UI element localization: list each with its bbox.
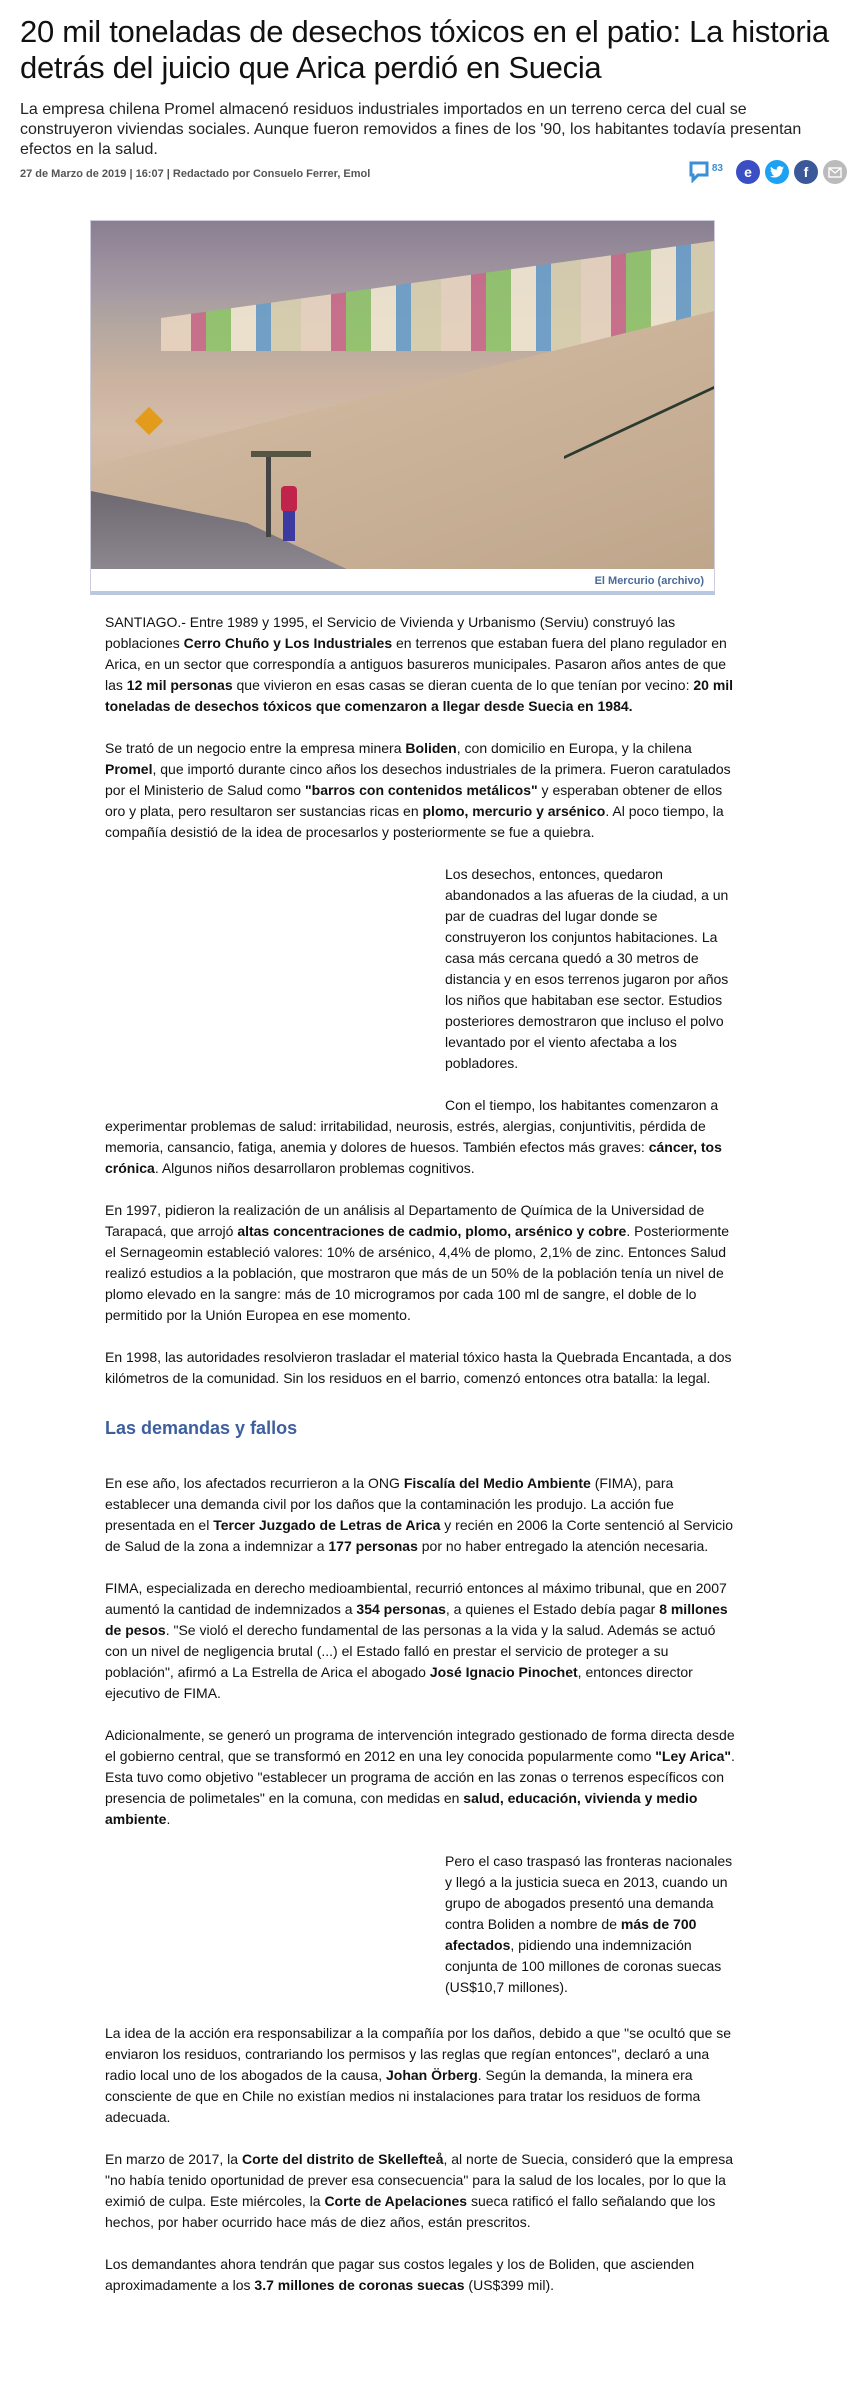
bold-text: 354 personas <box>356 1601 446 1617</box>
bold-text: Tercer Juzgado de Letras de Arica <box>213 1517 441 1533</box>
bold-text: 20 mil toneladas de desechos tóxicos que comenzaron a llegar desde Suecia en 1984. <box>105 677 734 714</box>
article-photo[interactable] <box>91 221 714 569</box>
text: Con el tiempo, los habitantes comenzaron a experimentar problemas de salud: irritabilidad, neurosis, estrés, alergias, conjuntivitis, pérdida de memoria, cansancio, fatiga, anemia y dolores de huesos. También efectos más graves: <box>105 1097 719 1155</box>
bold-text: cáncer, tos crónica <box>105 1139 722 1176</box>
bold-text: 177 personas <box>328 1538 418 1554</box>
article-title: 20 mil toneladas de desechos tóxicos en el patio: La historia detrás del juicio que Arica perdió en Suecia <box>20 14 829 85</box>
text: . Según la demanda, la minera era consciente de que en Chile no existían medios ni instalaciones para tratar los residuos de forma adecuada. <box>105 2067 701 2125</box>
bold-text: más de 700 afectados <box>445 1916 697 1953</box>
bold-text: José Ignacio Pinochet <box>429 1664 578 1680</box>
text: Pero el caso traspasó las fronteras nacionales y llegó a la justicia sueca en 2013, cuando un grupo de abogados presentó una demanda contra Boliden a nombre de <box>445 1853 733 1932</box>
email-share-button[interactable] <box>823 160 847 184</box>
bold-text: Boliden <box>405 740 457 756</box>
text: en terrenos que estaban fuera del plano regulador en Arica, en un sector que correspondía a antiguos basureros municipales. Pasaron años antes de que las <box>105 635 727 693</box>
text: La idea de la acción era responsabilizar a la compañía por los daños, debido a que "se ocultó que se enviaron los residuos, contrariando los permisos y las reglas que regían entonces", declaró a una radio local uno de los abogados de la causa, <box>105 2025 732 2083</box>
paragraph <box>105 612 735 717</box>
text: , entonces director ejecutivo de FIMA. <box>105 1664 693 1701</box>
text: . Algunos niños desarrollaron problemas cognitivos. <box>154 1160 475 1176</box>
email-icon <box>828 167 842 178</box>
article-figure <box>90 220 715 595</box>
paragraph <box>105 2023 735 2128</box>
text: En 1998, las autoridades resolvieron trasladar el material tóxico hasta la Quebrada Encantada, a dos kilómetros de la comunidad. Sin los residuos en el barrio, comenzó entonces otra batalla: la legal. <box>105 1349 732 1386</box>
text: sueca ratificó el fallo señalando que los hechos, por haber ocurrido hace más de diez años, están prescritos. <box>105 2193 716 2230</box>
comment-icon <box>689 161 709 183</box>
bold-text: Promel <box>105 761 153 777</box>
section-heading: Las demandas y fallos <box>105 1418 298 1438</box>
emol-share-button[interactable] <box>736 160 760 184</box>
emol-icon: e <box>744 164 752 180</box>
bold-text: 12 mil personas <box>126 677 233 693</box>
text: . "Se violó el derecho fundamental de las personas a la vida y la salud. Además se actuó con un nivel de negligencia brutal (...) el Estado falló en prestar el servicio de proteger a su población", afirmó a La Estrella de Arica el abogado <box>105 1622 716 1680</box>
text: Los desechos, entonces, quedaron abandonados a las afueras de la ciudad, a un par de cuadras del lugar donde se construyeron los conjuntos habitaciones. La casa más cercana quedó a 30 metros de distancia y en esos terrenos jugaron por años los niños que habitaban ese sector. Estudios posteriores demostraron que incluso el polvo levantado por el viento afectaba a los pobladores. <box>445 866 729 1071</box>
text: En 1997, pidieron la realización de un análisis al Departamento de Química de la Universidad de Tarapacá, que arrojó <box>105 1202 705 1239</box>
photo-caption: El Mercurio (archivo) <box>594 575 704 587</box>
text: por no haber entregado la atención necesaria. <box>417 1538 709 1554</box>
article-body <box>105 612 735 2317</box>
text: En marzo de 2017, la <box>105 2151 242 2167</box>
paragraph <box>105 1725 735 1830</box>
twitter-share-button[interactable] <box>765 160 789 184</box>
text: y esperaban obtener de ellos oro y plata, pero resultaron ser sustancias ricas en <box>105 782 723 819</box>
bold-text: plomo, mercurio y arsénico <box>422 803 606 819</box>
bold-text: Johan Örberg <box>385 2067 478 2083</box>
text: , al norte de Suecia, consideró que la empresa "no había tenido oportunidad de prever esa consecuencia" para la salud de los locales, por lo que la eximió de culpa. Este miércoles, la <box>105 2151 733 2209</box>
text: Adicionalmente, se generó un programa de intervención integrado gestionado de forma directa desde el gobierno central, que se transformó en 2012 en una ley conocida popularmente como <box>105 1727 735 1764</box>
paragraph <box>105 2254 735 2296</box>
bold-text: 3.7 millones de coronas suecas <box>254 2277 465 2293</box>
bold-text: Cerro Chuño y Los Industriales <box>183 635 393 651</box>
text: , a quienes el Estado debía pagar <box>445 1601 660 1617</box>
text: SANTIAGO.- Entre 1989 y 1995, el Servicio de Vivienda y Urbanismo (Serviu) construyó las poblaciones <box>105 614 676 651</box>
text: Se trató de un negocio entre la empresa minera <box>105 740 406 756</box>
bold-text: "Ley Arica" <box>655 1748 732 1764</box>
text: . Al poco tiempo, la compañía desistió de la idea de procesarlos y posteriormente se fue a quiebra. <box>105 803 724 840</box>
twitter-icon <box>770 166 784 178</box>
text: . <box>166 1811 171 1827</box>
facebook-icon: f <box>803 164 809 180</box>
paragraph <box>105 1578 735 1704</box>
text: FIMA, especializada en derecho medioambiental, recurrió entonces al máximo tribunal, que en 2007 aumentó la cantidad de indemnizados a <box>105 1580 727 1617</box>
paragraph <box>105 738 735 843</box>
comments-count: 83 <box>711 163 723 174</box>
bold-text: Corte del distrito de Skellefteå <box>241 2151 444 2167</box>
text: . Posteriormente el Sernageomin estableció valores: 10% de arsénico, 4,4% de plomo, 2,1% de zinc. Entonces Salud realizó estudios a la población, que mostraron que más de un 50% de la población tenía un nivel de plomo elevado en la sangre: más de 10 microgramos por cada 100 ml de sangre, el doble de lo permitido por la Unión Europea en ese momento. <box>105 1223 730 1323</box>
article-meta: 27 de Marzo de 2019 | 16:07 | Redactado por Consuelo Ferrer, Emol <box>20 168 371 180</box>
text: que vivieron en esas casas se dieran cuenta de lo que tenían por vecino: <box>232 677 694 693</box>
paragraph <box>105 2149 735 2233</box>
article-lead: La empresa chilena Promel almacenó residuos industriales importados en un terreno cerca del cual se construyeron viviendas sociales. Aunque fueron removidos a fines de los '90, los habitantes todavía presentan efectos en la salud. <box>20 101 802 158</box>
bold-text: Fiscalía del Medio Ambiente <box>403 1475 591 1491</box>
paragraph <box>105 1347 735 1389</box>
text: , con domicilio en Europa, y la chilena <box>456 740 692 756</box>
text: (FIMA), para establecer una demanda civil por los daños que la contaminación les produjo. La acción fue presentada en el <box>105 1475 674 1533</box>
text: , pidiendo una indemnización conjunta de 100 millones de coronas suecas (US$10,7 millones). <box>445 1937 722 1995</box>
bold-text: 8 millones de pesos <box>105 1601 728 1638</box>
text: En ese año, los afectados recurrieron a la ONG <box>105 1475 404 1491</box>
ad-placeholder <box>105 864 445 1109</box>
comments-button[interactable] <box>689 161 723 183</box>
facebook-share-button[interactable] <box>794 160 818 184</box>
text: Los demandantes ahora tendrán que pagar sus costos legales y los de Boliden, que ascienden aproximadamente a los <box>105 2256 695 2293</box>
bold-text: Corte de Apelaciones <box>324 2193 468 2209</box>
ad-placeholder <box>105 1851 445 2023</box>
text: , que importó durante cinco años los desechos industriales de la primera. Fueron caratulados por el Ministerio de Salud como <box>105 761 731 798</box>
bold-text: salud, educación, vivienda y medio ambiente <box>105 1790 698 1827</box>
text: y recién en 2006 la Corte sentenció al Servicio de Salud de la zona a indemnizar a <box>105 1517 734 1554</box>
paragraph <box>105 1473 735 1557</box>
text: . Esta tuvo como objetivo "establecer un programa de acción en las zonas o terrenos específicos con presencia de polimetales" en la comuna, con medidas en <box>105 1748 735 1806</box>
text: (US$399 mil). <box>464 2277 554 2293</box>
bold-text: altas concentraciones de cadmio, plomo, arsénico y cobre <box>237 1223 627 1239</box>
bold-text: "barros con contenidos metálicos" <box>305 782 538 798</box>
paragraph <box>105 1200 735 1326</box>
share-bar <box>689 160 847 184</box>
